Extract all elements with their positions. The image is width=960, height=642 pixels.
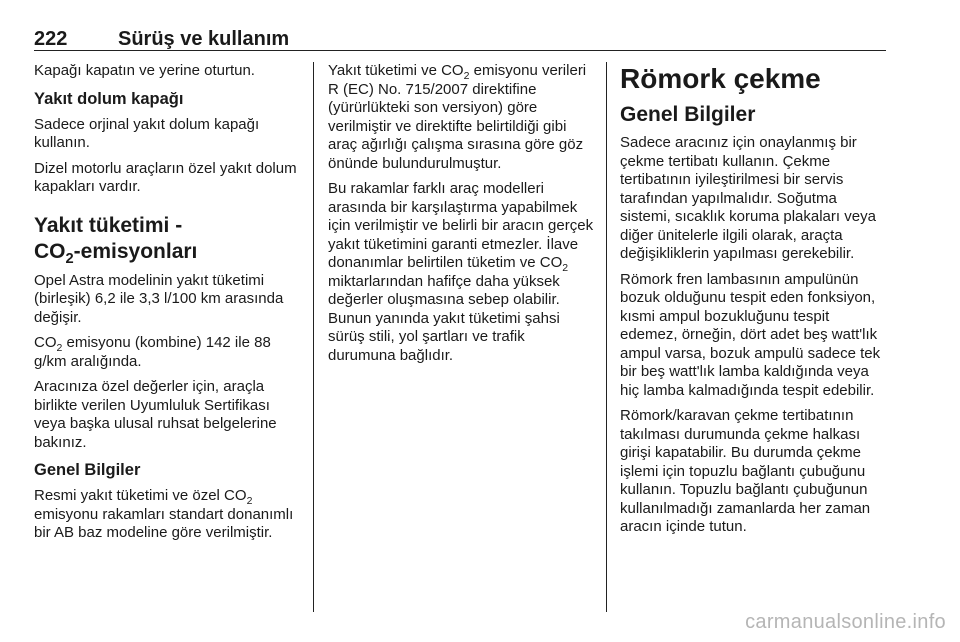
general-text-b: emisyonu rakamları standart donanımlı bir AB baz modeline göre verilmiştir.: [34, 505, 294, 541]
comparison-sub: 2: [562, 262, 569, 274]
heading-general-info-left: Genel Bilgiler: [34, 461, 141, 479]
column-middle: [328, 62, 594, 372]
paragraph-brake-lamp: Römork fren lambasının ampulünün bozuk olduğunu tespit eden fonksiyon, kısmi ampul bozukluğunu tespit edemez, örneğin, dört adet beş watt'lık ampul varsa, bozuk ampulü sadece tek bir beş watt'lık lamba kaldığında veya hiç lamba kalmadığında tespit edebilir.: [620, 270, 881, 399]
paragraph-towing-device: Sadece aracınız için onaylanmış bir çekme tertibatı kullanın. Çekme tertibatının iyileştirilmesi bir servis tarafından yapılmalıdır. Soğutma sistemi, sıcaklık koruma plakaları veya diğer ünitelerle ilgili olarak, araçta değişikliklerin yapılması gerekebilir.: [620, 134, 876, 262]
paragraph-fuel-cap-original: Sadece orjinal yakıt dolum kapağı kullanın.: [34, 115, 260, 151]
heading-general-info-right: Genel Bilgiler: [620, 103, 756, 126]
directive-text-b: emisyonu verileri R (EC) No. 715/2007 direktifine (yürürlükteki son versiyon) göre verilmiştir ve direktifte belirtildiği gibi araç ağırlığı çalışma sırasına göre göz önünde bulundurulmuştur.: [328, 62, 587, 172]
co2-text-b: emisyonu (kombine) 142 ile 88 g/km aralığında.: [34, 334, 271, 370]
page-number: 222: [34, 28, 68, 50]
page-header: [34, 28, 886, 50]
column-divider-2: [606, 62, 607, 612]
general-text-a: Resmi yakıt tüketimi ve özel CO: [34, 487, 247, 504]
directive-sub: 2: [463, 70, 470, 82]
heading-fuel-cap: Yakıt dolum kapağı: [34, 89, 184, 108]
comparison-text-a: Bu rakamlar farklı araç modelleri arasında bir karşılaştırma yapabilmek için verilmiştir ve belirli bir aracın gerçek yakıt tüketimini garanti etmezler. İlave donanımlar belirtilen tüketim ve CO: [328, 180, 594, 271]
directive-text-a: Yakıt tüketimi ve CO: [328, 62, 464, 79]
header-divider: [34, 50, 886, 51]
column-right: [620, 62, 890, 544]
heading-fuel-sub: 2: [65, 250, 74, 267]
paragraph-fuel-cap-diesel: Dizel motorlu araçların özel yakıt dolum kapakları vardır.: [34, 159, 297, 195]
comparison-text-b: miktarlarından hafifçe daha yüksek değerler oluşmasına sebep olabilir. Bunun yanında yakıt tüketimi şahsi sürüş stili, yol şartları ve trafik durumuna bağlıdır.: [328, 272, 560, 364]
co2-text-a: CO: [34, 334, 57, 351]
paragraph-consumption-range: Opel Astra modelinin yakıt tüketimi (birleşik) 6,2 ile 3,3 l/100 km arasında değişir.: [34, 271, 284, 326]
chapter-title: Sürüş ve kullanım: [118, 28, 290, 50]
paragraph-directive: [328, 62, 594, 173]
column-divider-1: [313, 62, 314, 612]
paragraph-official-figures: [34, 487, 302, 543]
paragraph-comparison: [328, 180, 594, 365]
heading-fuel-co: CO: [34, 239, 66, 263]
paragraph-close-cap: Kapağı kapatın ve yerine oturtun.: [34, 62, 255, 79]
heading-towing: Römork çekme: [620, 63, 821, 94]
watermark: carmanualsonline.info: [745, 611, 946, 633]
heading-fuel-line1: Yakıt tüketimi -: [34, 213, 183, 237]
heading-fuel-rest: -emisyonları: [73, 239, 198, 263]
paragraph-co2-range: [34, 334, 302, 371]
paragraph-towing-eye: Römork/karavan çekme tertibatının takılması durumunda çekme halkası girişi kapatabilir. Bu durumda çekme işlemi için topuzlu bağlantı çubuğunu kullanın. Topuzlu bağlantı çubuğunun kullanılmadığı zamanlarda her zaman aracın içinde tutun.: [620, 407, 871, 535]
paragraph-specific-values: Aracınıza özel değerler için, araçla birlikte verilen Uyumluluk Sertifikası veya başka ulusal ruhsat belgelerine bakınız.: [34, 378, 277, 451]
heading-fuel-consumption: [34, 213, 302, 265]
co2-sub: 2: [56, 342, 63, 354]
general-sub: 2: [246, 495, 253, 507]
column-left: [34, 62, 302, 550]
